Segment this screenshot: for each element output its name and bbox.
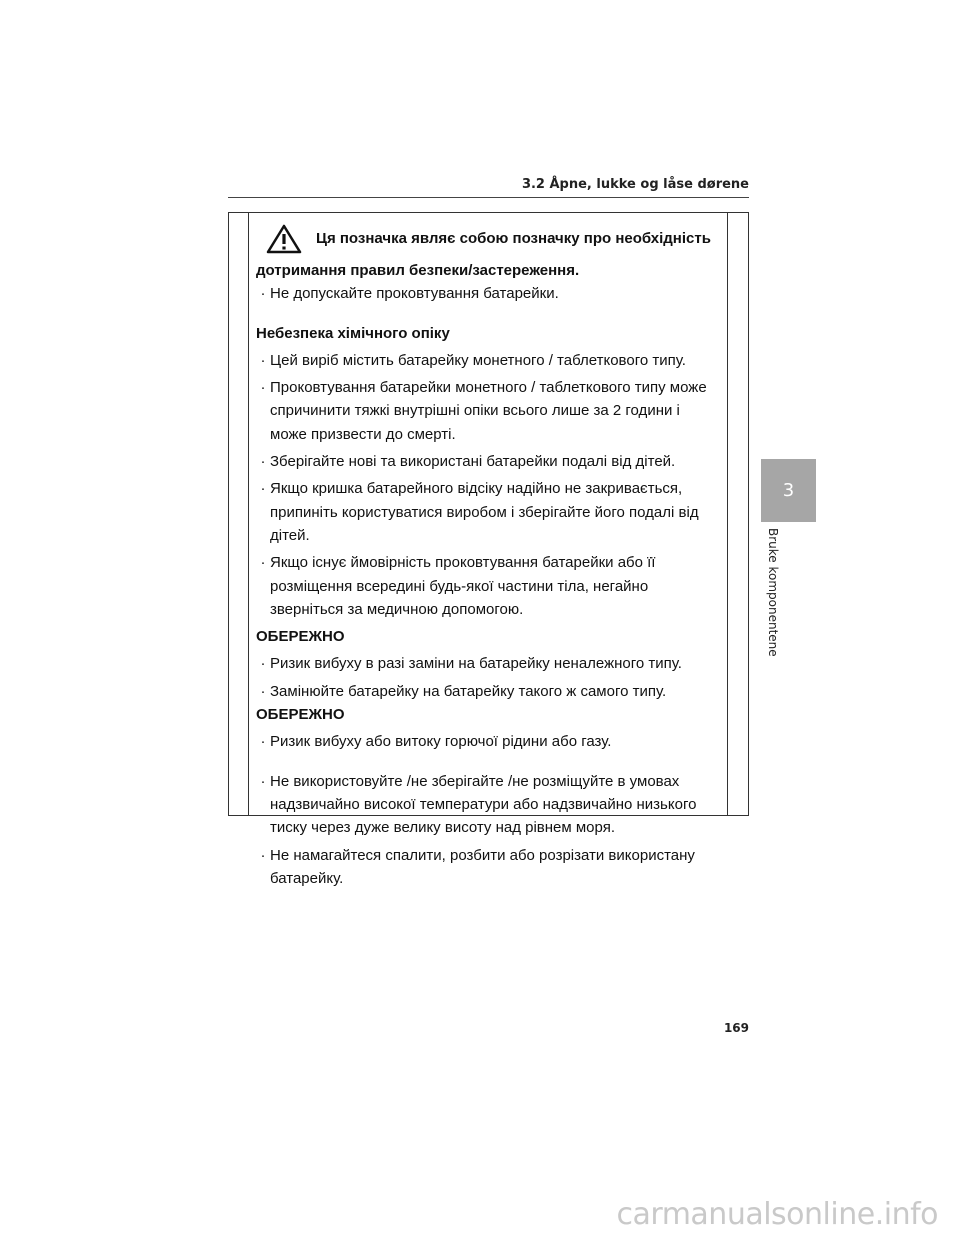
list-item: · Ризик вибуху або витоку горючої рідини або газу. xyxy=(260,733,612,751)
list-item: · Якщо кришка батарейного відсіку надійно не закривається, припиніть користуватися виробом і зберігайте його подалі від дітей. xyxy=(260,480,699,544)
caution-heading: ОБЕРЕЖНО xyxy=(256,628,345,646)
page-number: 169 xyxy=(723,1021,749,1035)
chemical-burn-heading: Небезпека хімічного опіку xyxy=(256,324,450,342)
warning-title: Ця позначка являє собою позначку про необхідність xyxy=(316,230,711,248)
warning-title-continued: дотримання правил безпеки/застереження. xyxy=(256,262,580,279)
chapter-label: Bruke komponentene xyxy=(766,528,780,657)
list-item: · Цей виріб містить батарейку монетного / таблеткового типу. xyxy=(260,351,686,369)
chapter-tab xyxy=(761,459,816,522)
list-item: · Проковтування батарейки монетного / таблеткового типу може спричинити тяжкі внутрішні опіки всього лише за 2 години і може призвести до смерті. xyxy=(260,379,707,443)
list-item: · Ризик вибуху в разі заміни на батарейку неналежного типу. xyxy=(260,655,682,673)
box-border-left xyxy=(228,212,229,816)
box-border-left-inner xyxy=(248,212,249,816)
warning-title-row xyxy=(256,219,720,259)
box-border-right-inner xyxy=(727,212,728,816)
list-item: · Не використовуйте /не зберігайте /не розміщуйте в умовах надзвичайно високої температури або надзвичайно низького тиску через дуже велику висоту над рівнем моря. xyxy=(260,772,697,837)
section-title: 3.2 Åpne, lukke og låse dørene xyxy=(521,177,749,192)
warning-triangle-icon xyxy=(266,224,302,254)
watermark: carmanualsonline.info xyxy=(616,1197,938,1232)
list-item: · Не допускайте проковтування батарейки. xyxy=(260,285,559,303)
chapter-number: 3 xyxy=(782,480,795,501)
list-item: · Не намагайтеся спалити, розбити або розрізати використану батарейку. xyxy=(260,846,695,887)
header-divider xyxy=(228,197,749,198)
caution-heading: ОБЕРЕЖНО xyxy=(256,706,345,724)
box-border-right xyxy=(748,212,749,816)
list-item: · Якщо існує ймовірність проковтування батарейки або її розміщення всередині будь-якої частини тіла, негайно зверніться за медичною допомогою. xyxy=(260,554,656,618)
list-item: · Зберігайте нові та використані батарейки подалі від дітей. xyxy=(260,453,676,471)
list-item: · Замінюйте батарейку на батарейку такого ж самого типу. xyxy=(260,682,667,700)
warning-content xyxy=(256,219,720,890)
